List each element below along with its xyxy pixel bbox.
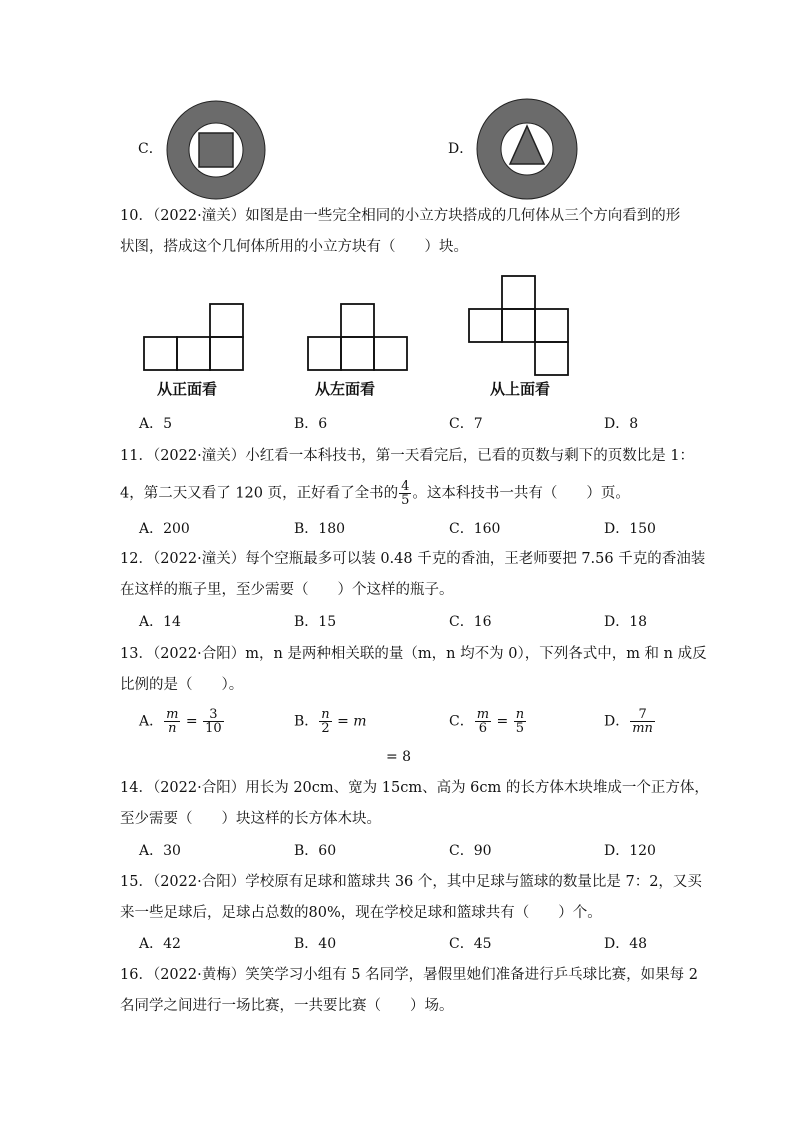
q13-b-num: n [321, 707, 330, 722]
q13-d-fraction [630, 708, 655, 735]
q13-d-num: 7 [630, 708, 655, 722]
q13-b-den: 2 [321, 721, 330, 736]
q11-option-a: A．200 [139, 521, 190, 537]
q13-a-left-fraction [164, 708, 180, 735]
q13-d-tail: = 8 [386, 749, 412, 765]
q14-option-c: C．90 [449, 843, 492, 859]
top-view-caption: 从上面看 [490, 380, 551, 398]
q11-option-c: C．160 [449, 521, 501, 537]
q13-option-a [139, 708, 225, 735]
q12-line1: 12．（2022·潼关）每个空瓶最多可以装 0.48 千克的香油，王老师要把 7.56 千克的香油装 [120, 551, 706, 567]
q11-line2-after: 。这本科技书一共有（ ）页。 [412, 485, 630, 502]
q13-c-right-fraction [514, 708, 526, 735]
q14-line2: 至少需要（ ）块这样的长方体木块。 [120, 811, 381, 827]
q10-option-c: C．7 [449, 416, 483, 432]
q13-c-label: C． [449, 713, 474, 730]
q13-a-left-num: m [166, 707, 179, 722]
q15-line2: 来一些足球后，足球占总数的80%，现在学校足球和篮球共有（ ）个。 [120, 905, 602, 921]
q13-line1: 13．（2022·合阳）m，n 是两种相关联的量（m，n 均不为 0），下列各式中，m 和 n 成反 [120, 646, 707, 662]
q14-line1: 14．（2022·合阳）用长为 20cm、宽为 15cm、高为 6cm 的长方体木块堆成一个正方体， [120, 780, 709, 796]
front-view-figure [142, 302, 246, 372]
q13-a-left-den: n [168, 721, 177, 736]
q15-option-b: B．40 [294, 936, 337, 952]
q12-option-c: C．16 [449, 614, 492, 630]
q12-option-b: B．15 [294, 614, 337, 630]
q11-option-b: B．180 [294, 521, 346, 537]
q11-fraction [399, 480, 411, 507]
q13-line2: 比例的是（ ）。 [120, 677, 244, 693]
left-view-caption: 从左面看 [315, 380, 376, 398]
q13-c-right-den: 5 [515, 721, 525, 736]
q10-line1: 10．（2022·潼关）如图是由一些完全相同的小立方块搭成的几何体从三个方向看到的形 [120, 208, 681, 224]
q12-line2: 在这样的瓶子里，至少需要（ ）个这样的瓶子。 [120, 582, 454, 598]
q13-c-left-fraction [475, 708, 491, 735]
q15-line1: 15．（2022·合阳）学校原有足球和篮球共 36 个，其中足球与篮球的数量比是 7：2，又买 [120, 874, 702, 890]
q13-b-rest: = m [337, 713, 367, 730]
q9-option-c-label: C． [138, 141, 163, 157]
q11-fraction-den: 5 [401, 493, 410, 508]
q13-c-right-num: n [515, 707, 525, 722]
q13-option-b [294, 708, 367, 735]
q10-option-a: A．5 [139, 416, 173, 432]
q13-d-den: mn [632, 721, 653, 736]
q15-option-d: D．48 [604, 936, 648, 952]
q14-option-b: B．60 [294, 843, 337, 859]
q11-line2 [120, 480, 630, 507]
ring-square-figure [166, 100, 266, 200]
q13-d-label: D． [604, 713, 630, 730]
front-view-caption: 从正面看 [157, 380, 218, 398]
q13-a-right-den: 10 [205, 721, 222, 736]
q13-c-left-den: 6 [478, 721, 488, 736]
q13-b-label: B． [294, 713, 319, 730]
q10-option-b: B．6 [294, 416, 328, 432]
q13-a-equals: = [185, 713, 198, 730]
q11-option-d: D．150 [604, 521, 656, 537]
left-view-figure [306, 302, 410, 372]
q13-a-right-num: 3 [203, 708, 224, 722]
q12-option-a: A．14 [139, 614, 181, 630]
top-view-figure [467, 274, 571, 378]
q9-option-d-label: D． [448, 141, 474, 157]
q13-b-fraction [319, 708, 331, 735]
q13-a-label: A． [139, 713, 164, 730]
q12-option-d: D．18 [604, 614, 648, 630]
q13-c-equals: = [496, 713, 509, 730]
q11-line2-before: 4，第二天又看了 120 页，正好看了全书的 [120, 485, 399, 502]
q15-option-c: C．45 [449, 936, 492, 952]
q16-line1: 16．（2022·黄梅）笑笑学习小组有 5 名同学，暑假里她们准备进行乒乓球比赛，如果每 2 [120, 967, 698, 983]
q11-line1: 11．（2022·潼关）小红看一本科技书，第一天看完后，已看的页数与剩下的页数比是 1： [120, 448, 695, 464]
q13-option-c [449, 708, 527, 735]
q13-a-right-fraction [203, 708, 224, 735]
ring-triangle-figure [476, 98, 578, 200]
q16-line2: 名同学之间进行一场比赛，一共要比赛（ ）场。 [120, 998, 454, 1014]
q10-line2: 状图，搭成这个几何体所用的小立方块有（ ）块。 [120, 239, 468, 255]
q11-fraction-num: 4 [401, 479, 410, 494]
q13-option-d [604, 708, 656, 735]
q14-option-a: A．30 [139, 843, 181, 859]
q10-option-d: D．8 [604, 416, 639, 432]
q15-option-a: A．42 [139, 936, 181, 952]
q14-option-d: D．120 [604, 843, 656, 859]
q13-c-left-num: m [476, 707, 490, 722]
